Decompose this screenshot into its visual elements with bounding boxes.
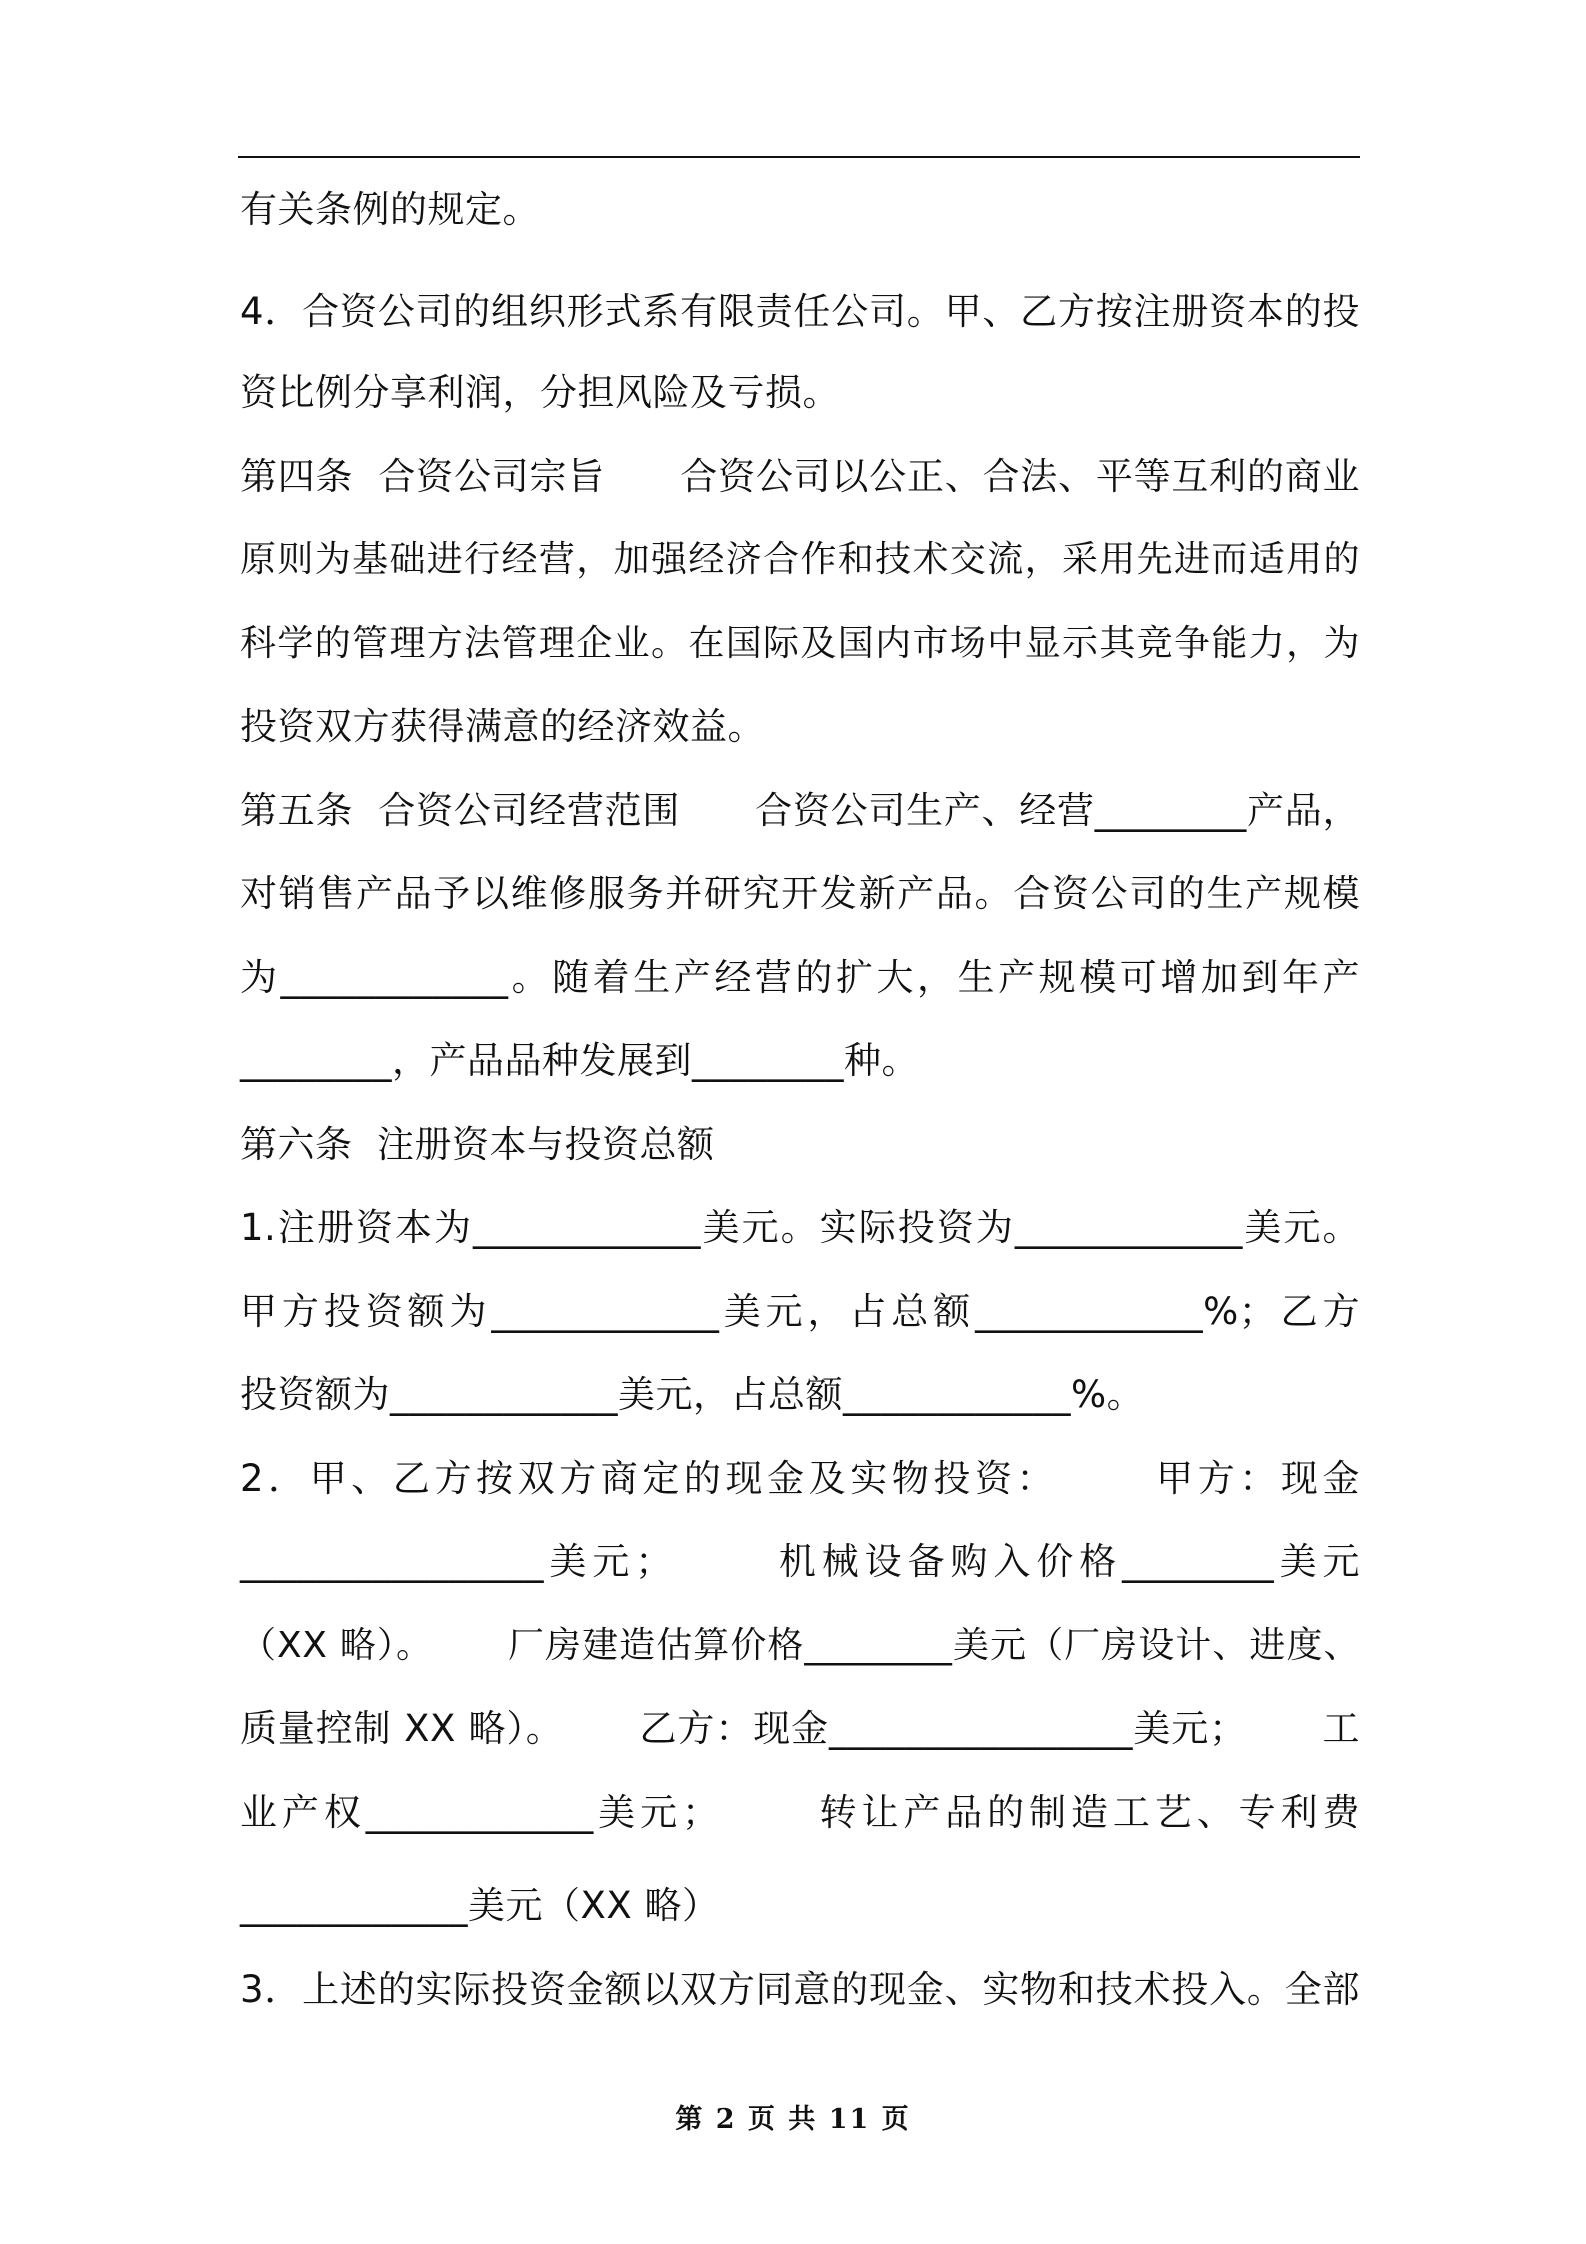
paragraph-line: 科学的管理方法管理企业。在国际及国内市场中显示其竞争能力，为 — [240, 623, 1360, 664]
paragraph-line: ________________美元； 机械设备购入价格________美元 — [240, 1540, 1360, 1583]
paragraph-line: ____________美元（XX 略） — [240, 1884, 720, 1927]
section-heading: 第六条 注册资本与投资总额 — [240, 1123, 715, 1166]
paragraph-line: 业产权____________美元； 转让产品的制造工艺、专利费 — [240, 1791, 1360, 1834]
paragraph-line: 第四条 合资公司宗旨 合资公司以公正、合法、平等互利的商业 — [240, 455, 1360, 498]
page-number: 第 2 页 共 11 页 — [675, 2104, 911, 2135]
paragraph-line: 甲方投资额为____________美元，占总额____________%；乙方 — [240, 1290, 1361, 1333]
paragraph-line: 3．上述的实际投资金额以双方同意的现金、实物和技术投入。全部 — [240, 1968, 1360, 2011]
paragraph-line: 投资额为____________美元，占总额____________%。 — [240, 1373, 1145, 1416]
paragraph-line: 4．合资公司的组织形式系有限责任公司。甲、乙方按注册资本的投 — [240, 290, 1360, 333]
paragraph-line: 第五条 合资公司经营范围 合资公司生产、经营________产品， — [240, 789, 1360, 832]
paragraph-line: 为____________。随着生产经营的扩大，生产规模可增加到年产 — [240, 956, 1360, 999]
paragraph-line: 资比例分享利润，分担风险及亏损。 — [240, 371, 840, 414]
paragraph-line: （XX 略）。 厂房建造估算价格________美元（厂房设计、进度、 — [240, 1625, 1360, 1666]
paragraph-line: 投资双方获得满意的经济效益。 — [240, 705, 765, 748]
paragraph-line: 对销售产品予以维修服务并研究开发新产品。合资公司的生产规模 — [240, 872, 1360, 915]
paragraph-line: ________，产品品种发展到________种。 — [240, 1039, 919, 1082]
paragraph-line: 1.注册资本为____________美元。实际投资为____________美元。 — [240, 1206, 1360, 1249]
paragraph-line: 质量控制 XX 略）。 乙方：现金________________美元； 工 — [240, 1707, 1360, 1750]
header-rule — [238, 156, 1360, 158]
paragraph-line: 2．甲、乙方按双方商定的现金及实物投资： 甲方：现金 — [240, 1457, 1360, 1500]
paragraph-line: 有关条例的规定。 — [240, 188, 540, 231]
paragraph-line: 原则为基础进行经营，加强经济合作和技术交流，采用先进而适用的 — [240, 539, 1360, 580]
